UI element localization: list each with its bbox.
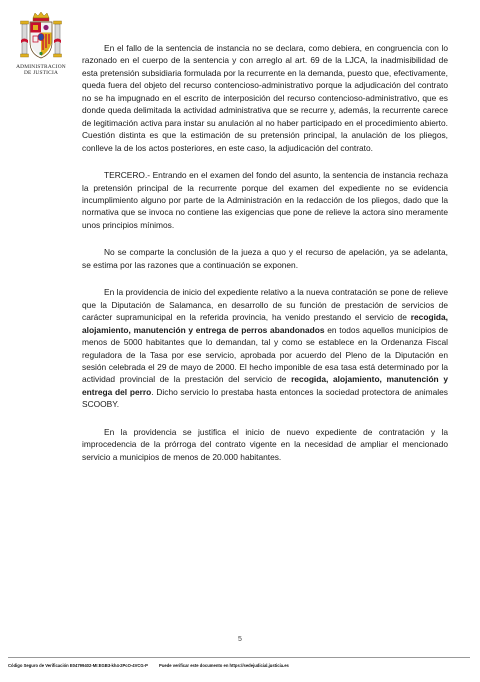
text-run: En el fallo de la sentencia de instancia no se declara, como debiera, en congruencia con lo razonado en el cuerpo de la sentencia y con arreglo al art. 69 de la LJCA, la inadmisibilidad de esta pretensión subsidiaria formulada por la recurrente en la demanda, puesto que, efectivamente, queda fuera del objeto del recurso contencioso-administrativo porque la adjudicación del contrato no se ha impugnado en el escrito de interposición del recurso contencioso-administrativo, que es donde queda delimitada la actividad administrativa que se recurre y, además, la recurrente carece de legitimación activa para instar su anulación al no haber participado en el procedimiento abierto. Cuestión distinta es que la estimación de su pretensión principal, la anulación de los pliegos, conlleve la de los actos posteriores, en este caso, la adjudicación del contrato. [82,43,448,153]
document-body [82,42,448,478]
paragraph [82,286,448,411]
logo-text-line1: ADMINISTRACION [16,64,66,70]
text-run: No se comparte la conclusión de la jueza a quo y el recurso de apelación, ya se adelanta, se estima por las razones que a continuación se exponen. [82,247,448,270]
bold-text: recogida, alojamiento, manutención y entrega del perro [82,374,448,397]
logo-text-line2: DE JUSTICIA [23,70,59,77]
verification-url-text: Puede verificar este documento en https://sedejudicial.justicia.es [159,663,289,668]
verification-footer [8,663,470,668]
bold-text: recogida, alojamiento, manutención y entrega de perros abandonados [82,312,448,335]
text-run: . Dicho servicio lo prestaba hasta entonces la sociedad protectora de animales SCOOBY. [82,386,448,410]
text-run: En la providencia de inicio del expediente relativo a la nueva contratación se pone de relieve que la Diputación de Salamanca, en desarrollo de su función de prestación de servicios de carácter supramunicipal en la referida provincia, ha venido prestando el servicio de [82,287,448,323]
verification-code: Código Seguro de Verificación E04799402-MI:EGB3-kh4-2PcO-4VCG-P [8,663,148,668]
text-run: TERCERO.- Entrando en el examen del fondo del asunto, la sentencia de instancia rechaza la pretensión principal de la recurrente porque del examen del expediente no se evidencia incumplimiento alguno por parte de la Administración en la redacción de los pliegos, dado que la normativa que se invoca no contiene las exigencias que pone de relieve la actora sino meramente unos principios mínimos. [82,170,448,230]
paragraph [82,169,448,231]
text-run: en todos aquellos municipios de menos de 5000 habitantes que lo demandan, tal y como se establece en la Ordenanza Fiscal reguladora de la Tasa por ese servicio, aprobada por acuerdo del Pleno de la Diputación en sesión celebrada el 29 de mayo de 2000. El hecho imponible de esa tasa está determinado por la actividad provincial de la prestación del servicio de [82,324,449,385]
coat-of-arms-icon [19,10,63,64]
footer-divider [8,657,470,658]
paragraph [82,42,448,154]
text-run: En la providencia se justifica el inicio de nuevo expediente de contratación y la improcedencia de la prórroga del contrato vigente en la necesidad de ampliar el mencionado servicio a municipios de menos de 20.000 habitantes. [82,426,448,462]
paragraph [82,246,448,271]
justice-logo [8,10,74,76]
page-number: 5 [238,636,242,643]
paragraph [82,426,448,463]
